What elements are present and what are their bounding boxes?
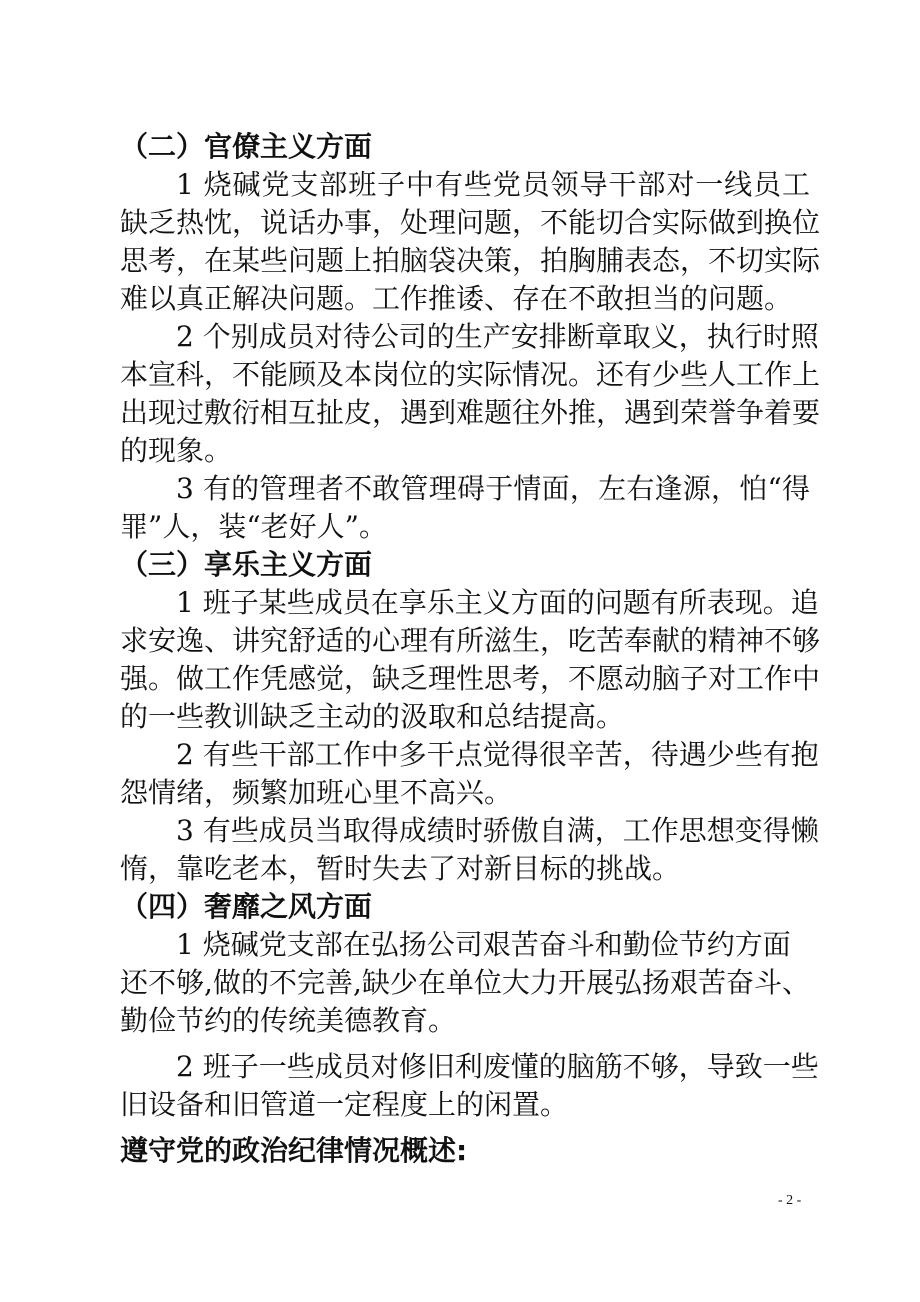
paragraph-line: 1 烧碱党支部班子中有些党员领导干部对一线员工: [176, 168, 810, 201]
page-number: - 2 -: [778, 1193, 802, 1208]
paragraph-line: 惰，靠吃老本，暂时失去了对新目标的挑战。: [120, 852, 681, 885]
paragraph-line: 勤俭节约的传统美德教育。: [120, 1004, 457, 1037]
paragraph-line: 难以真正解决问题。工作推诿、存在不敢担当的问题。: [120, 282, 793, 315]
section-heading-political-discipline: 遵守党的政治纪律情况概述:: [120, 1134, 468, 1167]
paragraph-line: 1 烧碱党支部在弘扬公司艰苦奋斗和勤俭节约方面: [176, 928, 791, 961]
paragraph-line: 的一些教训缺乏主动的汲取和总结提高。: [120, 700, 625, 733]
paragraph-line: 2 个别成员对待公司的生产安排断章取义，执行时照: [176, 320, 819, 353]
section-heading-bureaucratism: （二）官僚主义方面: [120, 130, 373, 163]
paragraph-line: 强。做工作凭感觉，缺乏理性思考，不愿动脑子对工作中: [120, 662, 821, 695]
paragraph-line: 3 有的管理者不敢管理碍于情面，左右逢源，怕“得: [176, 472, 810, 505]
paragraph-line: 2 有些干部工作中多干点觉得很辛苦，待遇少些有抱: [176, 738, 819, 771]
paragraph-line: 还不够,做的不完善,缺少在单位大力开展弘扬艰苦奋斗、: [120, 966, 810, 999]
paragraph-line: 1 班子某些成员在享乐主义方面的问题有所表现。追: [176, 586, 819, 619]
section-heading-hedonism: （三）享乐主义方面: [120, 548, 373, 581]
paragraph-line: 思考，在某些问题上拍脑袋决策，拍胸脯表态，不切实际: [120, 244, 821, 277]
section-heading-extravagance: （四）奢靡之风方面: [120, 890, 373, 923]
paragraph-line: 2 班子一些成员对修旧利废懂的脑筋不够，导致一些: [176, 1050, 819, 1083]
paragraph-line: 出现过敷衍相互扯皮，遇到难题往外推，遇到荣誉争着要: [120, 396, 821, 429]
paragraph-line: 的现象。: [120, 434, 233, 467]
paragraph-line: 怨情绪，频繁加班心里不高兴。: [120, 776, 513, 809]
paragraph-line: 求安逸、讲究舒适的心理有所滋生，吃苦奉献的精神不够: [120, 624, 821, 657]
paragraph-line: 罪”人，装“老好人”。: [120, 510, 387, 543]
paragraph-line: 缺乏热忱，说话办事，处理问题，不能切合实际做到换位: [120, 206, 821, 239]
paragraph-line: 本宣科，不能顾及本岗位的实际情况。还有少些人工作上: [120, 358, 821, 391]
paragraph-line: 3 有些成员当取得成绩时骄傲自满，工作思想变得懒: [176, 814, 819, 847]
paragraph-line: 旧设备和旧管道一定程度上的闲置。: [120, 1088, 569, 1121]
